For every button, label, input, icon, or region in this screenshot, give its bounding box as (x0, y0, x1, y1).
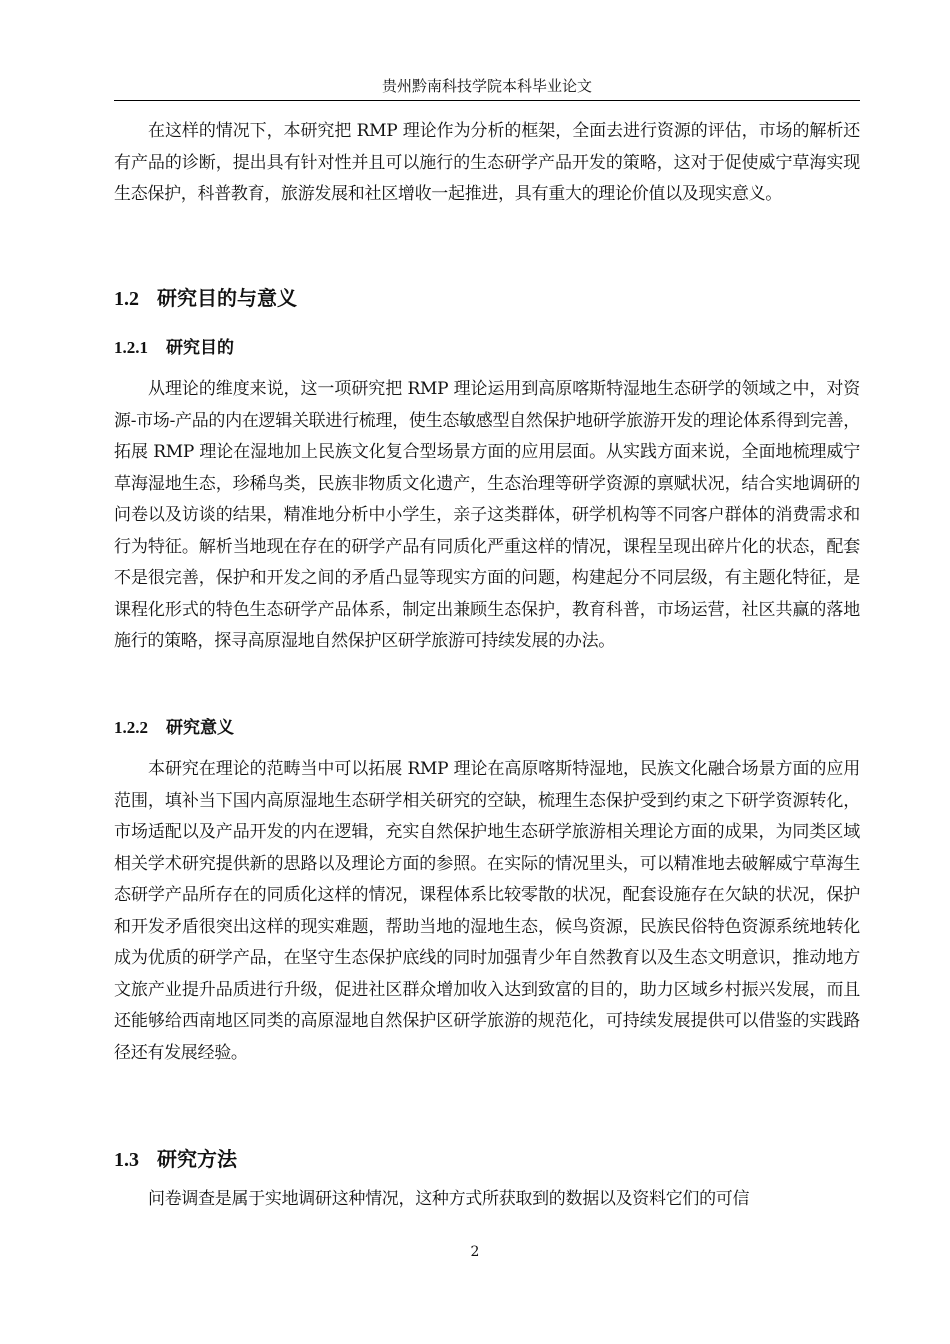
subsection-title: 研究目的 (166, 338, 234, 358)
subsection-heading-1-2-1 (114, 334, 234, 362)
section-number: 1.2 (114, 288, 139, 310)
subsection-title: 研究意义 (166, 718, 234, 738)
paragraph-research-significance: 本研究在理论的范畴当中可以拓展 RMP 理论在高原喀斯特湿地，民族文化融合场景方面的应用范围，填补当下国内高原湿地生态研学相关研究的空缺，梳理生态保护受到约束之下研学资源转化，市场适配以及产品开发的内在逻辑，充实自然保护地生态研学旅游相关理论方面的成果，为同类区域相关学术研究提供新的思路以及理论方面的参照。在实际的情况里头，可以精准地去破解威宁草海生态研学产品所存在的同质化这样的情况，课程体系比较零散的状况，配套设施存在欠缺的状况，保护和开发矛盾很突出这样的现实难题，帮助当地的湿地生态，候鸟资源，民族民俗特色资源系统地转化成为优质的研学产品，在坚守生态保护底线的同时加强青少年自然教育以及生态文明意识，推动地方文旅产业提升品质进行升级，促进社区群众增加收入达到致富的目的，助力区域乡村振兴发展，而且还能够给西南地区同类的高原湿地自然保护区研学旅游的规范化，可持续发展提供可以借鉴的实践路径还有发展经验。 (114, 759, 860, 1063)
subsection-heading-1-2-2 (114, 714, 234, 742)
subsection-number: 1.2.2 (114, 718, 148, 737)
paragraph-research-methods: 问卷调查是属于实地调研这种情况，这种方式所获取到的数据以及资料它们的可信 (148, 1189, 750, 1209)
section-title: 研究目的与意义 (157, 286, 297, 310)
page-number: 2 (470, 1244, 480, 1260)
section-number: 1.3 (114, 1149, 139, 1171)
paragraph-intro: 在这样的情况下，本研究把 RMP 理论作为分析的框架，全面去进行资源的评估，市场的解析还有产品的诊断，提出具有针对性并且可以施行的生态研学产品开发的策略，这对于促使威宁草海实现生态保护，科普教育，旅游发展和社区增收一起推进，具有重大的理论价值以及现实意义。 (114, 121, 860, 204)
paragraph-research-purpose: 从理论的维度来说，这一项研究把 RMP 理论运用到高原喀斯特湿地生态研学的领域之中，对资源-市场-产品的内在逻辑关联进行梳理，使生态敏感型自然保护地研学旅游开发的理论体系得到完善，拓展 RMP 理论在湿地加上民族文化复合型场景方面的应用层面。从实践方面来说，全面地梳理威宁草海湿地生态，珍稀鸟类，民族非物质文化遗产，生态治理等研学资源的禀赋状况，结合实地调研的问卷以及访谈的结果，精准地分析中小学生，亲子这类群体，研学机构等不同客户群体的消费需求和行为特征。解析当地现在存在的研学产品有同质化严重这样的情况，课程呈现出碎片化的状态，配套不是很完善，保护和开发之间的矛盾凸显等现实方面的问题，构建起分不同层级，有主题化特征，是课程化形式的特色生态研学产品体系，制定出兼顾生态保护，教育科普，市场运营，社区共赢的落地施行的策略，探寻高原湿地自然保护区研学旅游可持续发展的办法。 (114, 379, 860, 651)
subsection-number: 1.2.1 (114, 338, 148, 357)
section-title: 研究方法 (157, 1147, 237, 1171)
page-header (114, 72, 860, 101)
section-heading-1-2 (114, 283, 297, 314)
section-heading-1-3 (114, 1144, 237, 1175)
header-title: 贵州黔南科技学院本科毕业论文 (381, 77, 592, 95)
